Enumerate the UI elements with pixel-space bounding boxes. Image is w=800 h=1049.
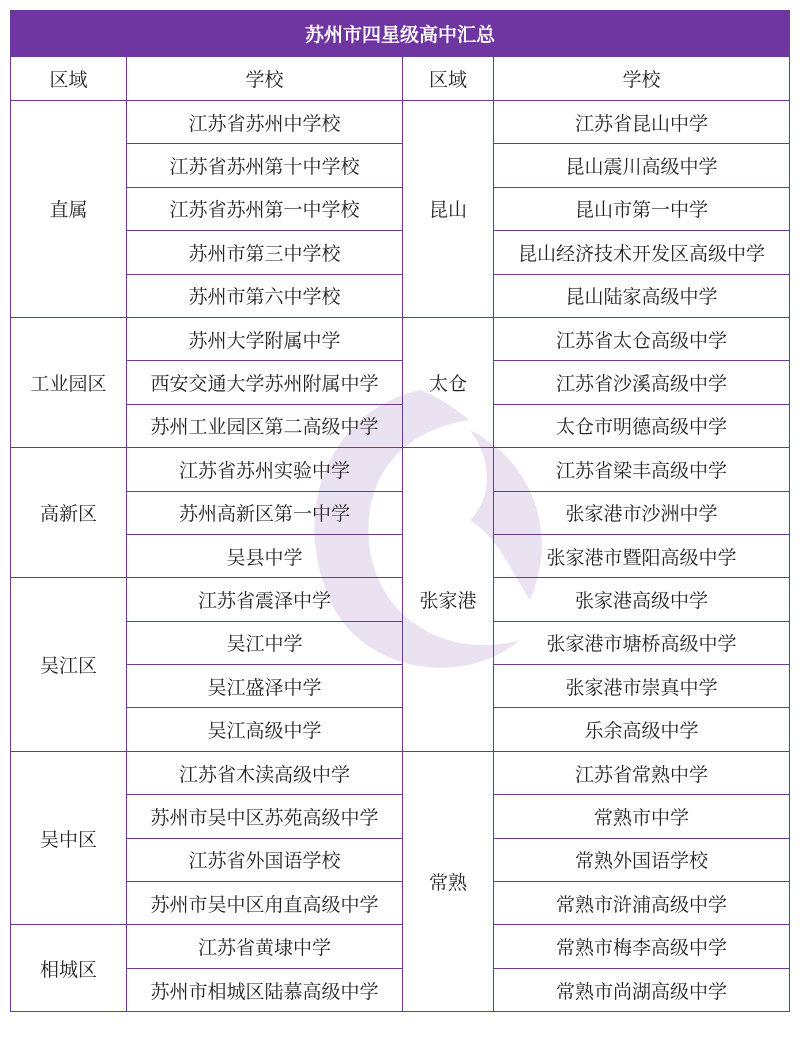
table-row	[11, 144, 790, 187]
school-cell-right: 常熟市梅李高级中学	[494, 925, 790, 968]
table-row	[11, 491, 790, 534]
school-cell-left: 吴江中学	[127, 621, 403, 664]
school-cell-left: 苏州市吴中区苏苑高级中学	[127, 795, 403, 838]
header-region-left: 区域	[11, 57, 127, 101]
header-school-right: 学校	[494, 57, 790, 101]
table-row	[11, 968, 790, 1011]
table-row	[11, 882, 790, 925]
school-cell-right: 昆山震川高级中学	[494, 144, 790, 187]
school-cell-right: 常熟市尚湖高级中学	[494, 968, 790, 1011]
school-cell-left: 苏州工业园区第二高级中学	[127, 404, 403, 447]
school-cell-right: 昆山陆家高级中学	[494, 274, 790, 317]
school-cell-left: 江苏省震泽中学	[127, 578, 403, 621]
school-cell-left: 苏州高新区第一中学	[127, 491, 403, 534]
school-cell-right: 江苏省昆山中学	[494, 101, 790, 144]
school-cell-left: 江苏省黄埭中学	[127, 925, 403, 968]
school-cell-left: 吴江盛泽中学	[127, 665, 403, 708]
table-row	[11, 101, 790, 144]
table-row	[11, 925, 790, 968]
table-row	[11, 448, 790, 491]
school-cell-right: 江苏省常熟中学	[494, 751, 790, 794]
school-cell-right: 江苏省太仓高级中学	[494, 317, 790, 360]
table-title: 苏州市四星级高中汇总	[11, 11, 790, 57]
table-row	[11, 534, 790, 577]
school-cell-left: 苏州大学附属中学	[127, 317, 403, 360]
school-cell-right: 江苏省梁丰高级中学	[494, 448, 790, 491]
region-cell-left: 工业园区	[11, 317, 127, 447]
school-cell-right: 常熟市中学	[494, 795, 790, 838]
school-cell-right: 昆山市第一中学	[494, 187, 790, 230]
school-cell-right: 张家港市沙洲中学	[494, 491, 790, 534]
school-cell-left: 江苏省苏州中学校	[127, 101, 403, 144]
region-cell-left: 吴中区	[11, 751, 127, 925]
table-row	[11, 665, 790, 708]
school-cell-right: 张家港市崇真中学	[494, 665, 790, 708]
table-row	[11, 317, 790, 360]
region-cell-left: 相城区	[11, 925, 127, 1012]
school-cell-left: 苏州市第六中学校	[127, 274, 403, 317]
table-row	[11, 187, 790, 230]
region-cell-right: 常熟	[403, 751, 494, 1011]
school-cell-left: 江苏省外国语学校	[127, 838, 403, 881]
table-row	[11, 795, 790, 838]
school-cell-right: 张家港市塘桥高级中学	[494, 621, 790, 664]
school-cell-right: 乐余高级中学	[494, 708, 790, 751]
school-cell-right: 太仓市明德高级中学	[494, 404, 790, 447]
table-row	[11, 751, 790, 794]
table-row	[11, 578, 790, 621]
school-cell-right: 张家港高级中学	[494, 578, 790, 621]
summary-table-container	[10, 10, 789, 1039]
region-cell-right: 太仓	[403, 317, 494, 447]
header-region-right: 区域	[403, 57, 494, 101]
school-cell-left: 苏州市第三中学校	[127, 231, 403, 274]
header-school-left: 学校	[127, 57, 403, 101]
region-cell-left: 吴江区	[11, 578, 127, 752]
school-cell-right: 常熟外国语学校	[494, 838, 790, 881]
school-cell-right: 江苏省沙溪高级中学	[494, 361, 790, 404]
table-row	[11, 274, 790, 317]
school-cell-left: 江苏省苏州实验中学	[127, 448, 403, 491]
table-row	[11, 621, 790, 664]
school-cell-left: 苏州市吴中区甪直高级中学	[127, 882, 403, 925]
table-row	[11, 231, 790, 274]
table-row	[11, 708, 790, 751]
table-row	[11, 404, 790, 447]
school-cell-left: 西安交通大学苏州附属中学	[127, 361, 403, 404]
school-cell-left: 苏州市相城区陆慕高级中学	[127, 968, 403, 1011]
school-cell-right: 昆山经济技术开发区高级中学	[494, 231, 790, 274]
table-row	[11, 361, 790, 404]
region-cell-right: 张家港	[403, 448, 494, 752]
school-cell-left: 吴江高级中学	[127, 708, 403, 751]
region-cell-left: 高新区	[11, 448, 127, 578]
school-cell-left: 江苏省苏州第一中学校	[127, 187, 403, 230]
school-cell-left: 江苏省苏州第十中学校	[127, 144, 403, 187]
table-row	[11, 838, 790, 881]
school-cell-right: 常熟市浒浦高级中学	[494, 882, 790, 925]
high-school-summary-table	[10, 10, 790, 1012]
region-cell-left: 直属	[11, 101, 127, 318]
school-cell-left: 吴县中学	[127, 534, 403, 577]
school-cell-right: 张家港市暨阳高级中学	[494, 534, 790, 577]
region-cell-right: 昆山	[403, 101, 494, 318]
school-cell-left: 江苏省木渎高级中学	[127, 751, 403, 794]
